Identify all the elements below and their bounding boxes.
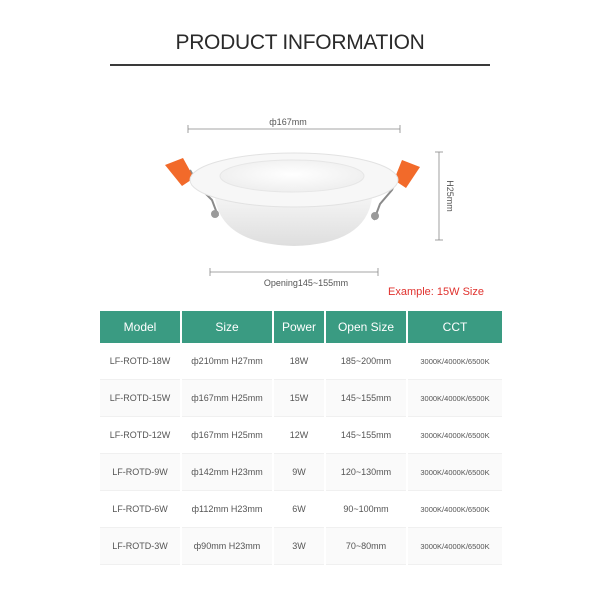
cell-model: LF-ROTD-15W <box>100 380 180 417</box>
cell-model: LF-ROTD-9W <box>100 454 180 491</box>
cell-power: 9W <box>274 454 324 491</box>
table-row <box>100 491 502 528</box>
page-title: PRODUCT INFORMATION <box>175 31 425 54</box>
cell-power: 12W <box>274 417 324 454</box>
header-cct: CCT <box>408 311 502 343</box>
spec-table <box>98 311 504 565</box>
cell-cct: 3000K/4000K/6500K <box>408 417 502 454</box>
cell-open-size: 185~200mm <box>326 343 406 380</box>
header-size: Size <box>182 311 272 343</box>
cell-open-size: 120~130mm <box>326 454 406 491</box>
cell-size: ф142mm H23mm <box>182 454 272 491</box>
example-label: Example: 15W Size <box>388 286 484 298</box>
cell-open-size: 145~155mm <box>326 417 406 454</box>
cell-size: ф167mm H25mm <box>182 417 272 454</box>
downlight-diffuser <box>220 160 364 192</box>
cell-size: ф210mm H27mm <box>182 343 272 380</box>
cell-model: LF-ROTD-12W <box>100 417 180 454</box>
diameter-dimension <box>188 116 400 133</box>
opening-dimension <box>210 268 378 288</box>
cell-model: LF-ROTD-18W <box>100 343 180 380</box>
cell-size: ф112mm H23mm <box>182 491 272 528</box>
cell-cct: 3000K/4000K/6500K <box>408 528 502 565</box>
cell-model: LF-ROTD-6W <box>100 491 180 528</box>
cell-size: ф167mm H25mm <box>182 380 272 417</box>
table-header-row <box>100 311 502 343</box>
header-model: Model <box>100 311 180 343</box>
cell-model: LF-ROTD-3W <box>100 528 180 565</box>
opening-label: Opening145~155mm <box>263 278 349 288</box>
cell-power: 18W <box>274 343 324 380</box>
table-row <box>100 417 502 454</box>
cell-open-size: 90~100mm <box>326 491 406 528</box>
cell-cct: 3000K/4000K/6500K <box>408 380 502 417</box>
table-row <box>100 343 502 380</box>
cell-power: 6W <box>274 491 324 528</box>
height-dimension <box>435 152 455 240</box>
cell-power: 3W <box>274 528 324 565</box>
header-open-size: Open Size <box>326 311 406 343</box>
cell-power: 15W <box>274 380 324 417</box>
height-label: H25mm <box>445 180 455 212</box>
header-power: Power <box>274 311 324 343</box>
table-row <box>100 454 502 491</box>
table-row <box>100 528 502 565</box>
cell-open-size: 145~155mm <box>326 380 406 417</box>
diameter-label: ф167mm <box>269 117 307 127</box>
cell-cct: 3000K/4000K/6500K <box>408 343 502 380</box>
cell-size: ф90mm H23mm <box>182 528 272 565</box>
cell-cct: 3000K/4000K/6500K <box>408 491 502 528</box>
cell-open-size: 70~80mm <box>326 528 406 565</box>
cell-cct: 3000K/4000K/6500K <box>408 454 502 491</box>
table-row <box>100 380 502 417</box>
